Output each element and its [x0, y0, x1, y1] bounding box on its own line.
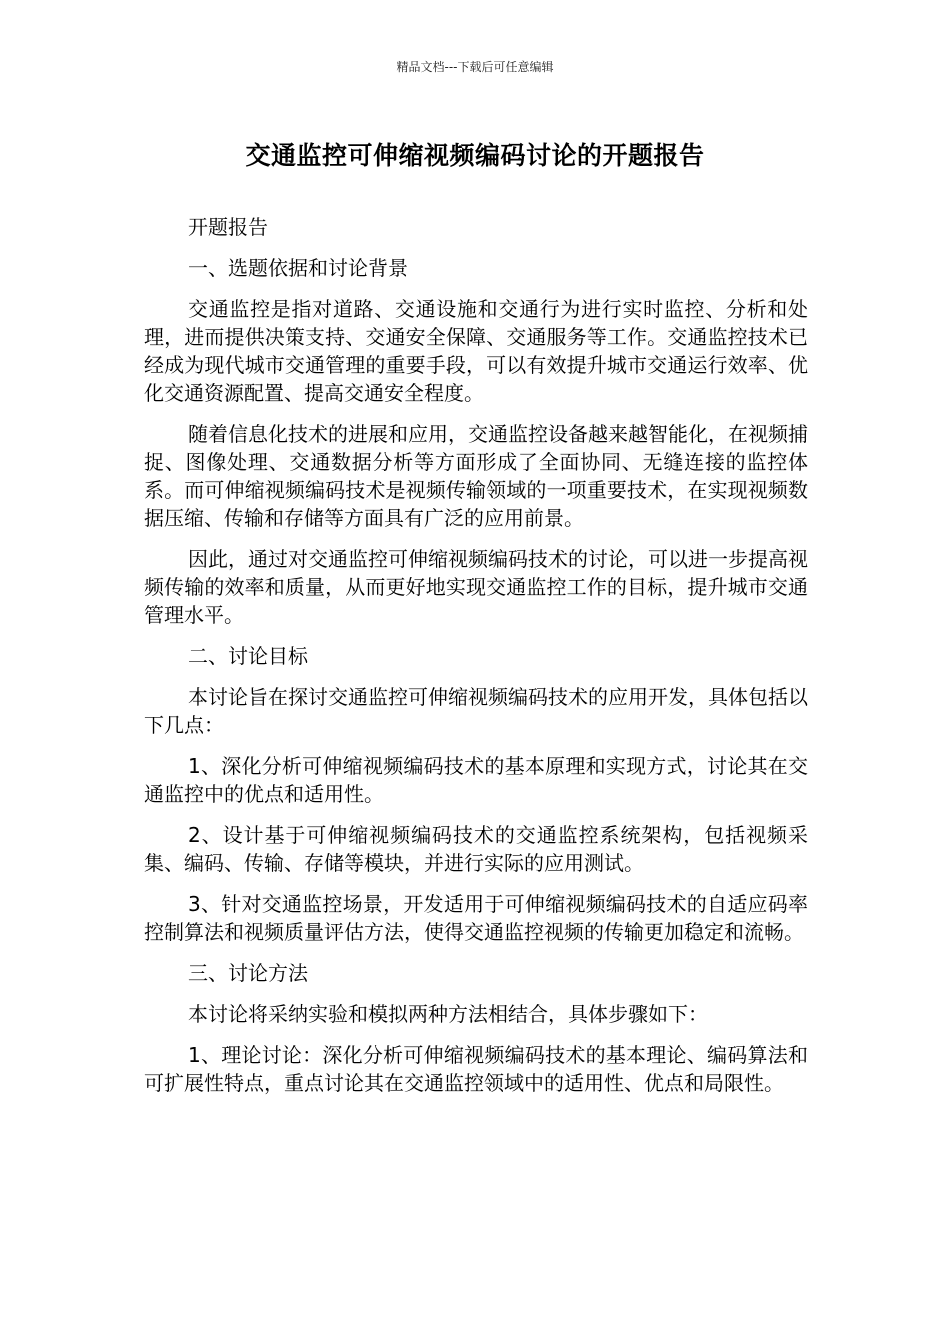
document-body — [144, 213, 808, 1110]
document-title: 交通监控可伸缩视频编码讨论的开题报告 — [245, 141, 705, 170]
page-header-note: 精品文档---下载后可任意编辑 — [396, 60, 554, 74]
paragraph-goals-intro: 本讨论旨在探讨交通监控可伸缩视频编码技术的应用开发，具体包括以下几点： — [144, 685, 808, 737]
section-heading-goals: 二、讨论目标 — [188, 644, 308, 668]
list-item-goal-3: 3、针对交通监控场景，开发适用于可伸缩视频编码技术的自适应码率控制算法和视频质量评估方法，使得交通监控视频的传输更加稳定和流畅。 — [144, 892, 808, 944]
list-item-goal-2: 2、设计基于可伸缩视频编码技术的交通监控系统架构，包括视频采集、编码、传输、存储等模块，并进行实际的应用测试。 — [144, 823, 808, 875]
section-heading-background: 一、选题依据和讨论背景 — [188, 256, 408, 280]
list-item-method-1: 1、理论讨论：深化分析可伸缩视频编码技术的基本理论、编码算法和可扩展性特点，重点讨论其在交通监控领域中的适用性、优点和局限性。 — [144, 1043, 808, 1095]
paragraph-methods-intro: 本讨论将采纳实验和模拟两种方法相结合，具体步骤如下： — [188, 1002, 708, 1026]
paragraph-background-1: 交通监控是指对道路、交通设施和交通行为进行实时监控、分析和处理，进而提供决策支持、交通安全保障、交通服务等工作。交通监控技术已经成为现代城市交通管理的重要手段，可以有效提升城市交通运行效率、优化交通资源配置、提高交通安全程度。 — [144, 297, 808, 405]
section-label-report: 开题报告 — [188, 215, 268, 239]
paragraph-background-3: 因此，通过对交通监控可伸缩视频编码技术的讨论，可以进一步提高视频传输的效率和质量，从而更好地实现交通监控工作的目标，提升城市交通管理水平。 — [144, 547, 808, 627]
section-heading-methods: 三、讨论方法 — [188, 961, 308, 985]
paragraph-background-2: 随着信息化技术的进展和应用，交通监控设备越来越智能化，在视频捕捉、图像处理、交通数据分析等方面形成了全面协同、无缝连接的监控体系。而可伸缩视频编码技术是视频传输领域的一项重要技术，在实现视频数据压缩、传输和存储等方面具有广泛的应用前景。 — [144, 422, 808, 530]
list-item-goal-1: 1、深化分析可伸缩视频编码技术的基本原理和实现方式，讨论其在交通监控中的优点和适用性。 — [144, 754, 808, 806]
